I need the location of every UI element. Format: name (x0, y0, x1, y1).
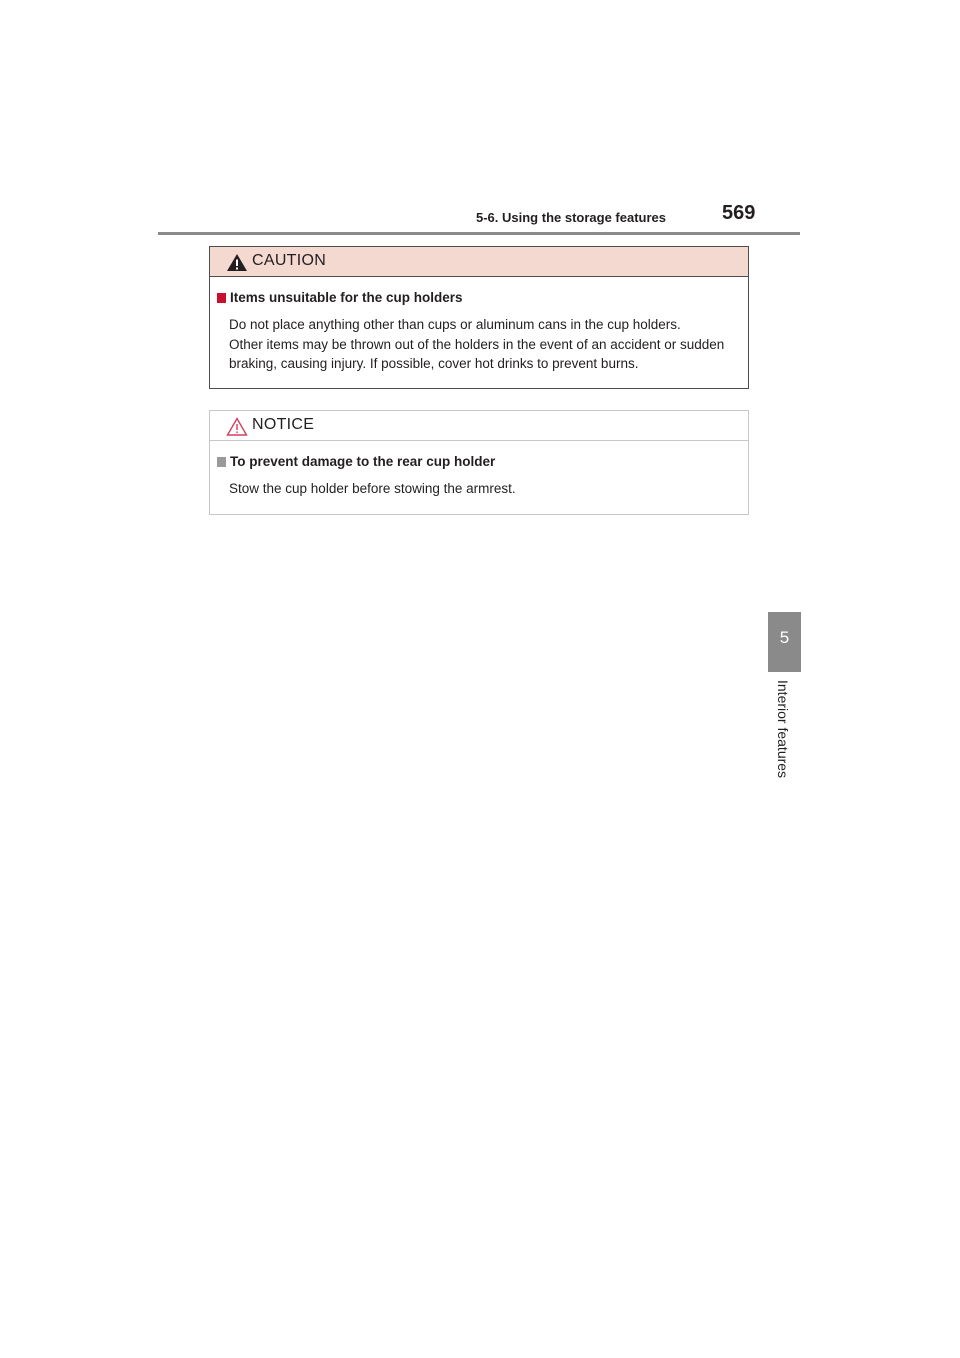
notice-header (210, 411, 748, 441)
page-number: 569 (722, 202, 756, 224)
notice-box (209, 410, 749, 515)
square-bullet-icon (217, 457, 226, 467)
caution-item-body (229, 315, 745, 374)
chapter-tab (768, 612, 801, 672)
chapter-label: Interior features (775, 680, 791, 779)
square-bullet-icon (217, 293, 226, 303)
caution-line: Other items may be thrown out of the holders in the event of an accident or sudden (229, 336, 725, 352)
caution-line: Do not place anything other than cups or aluminum cans in the cup holders. (229, 317, 681, 332)
caution-header (210, 247, 748, 277)
notice-item-body (229, 479, 745, 499)
warning-outline-icon (226, 417, 248, 436)
warning-icon (226, 253, 248, 272)
section-title: 5-6. Using the storage features (476, 210, 666, 225)
caution-box (209, 246, 749, 389)
chapter-number: 5 (779, 628, 790, 647)
caution-item-title: Items unsuitable for the cup holders (217, 290, 463, 305)
notice-line: Stow the cup holder before stowing the armrest. (229, 481, 516, 496)
notice-item-title: To prevent damage to the rear cup holder (217, 454, 495, 469)
header-divider (158, 232, 800, 235)
caution-heading: CAUTION (252, 252, 327, 269)
notice-heading: NOTICE (252, 416, 315, 433)
caution-line: braking, causing injury. If possible, cover hot drinks to prevent burns. (229, 356, 639, 371)
